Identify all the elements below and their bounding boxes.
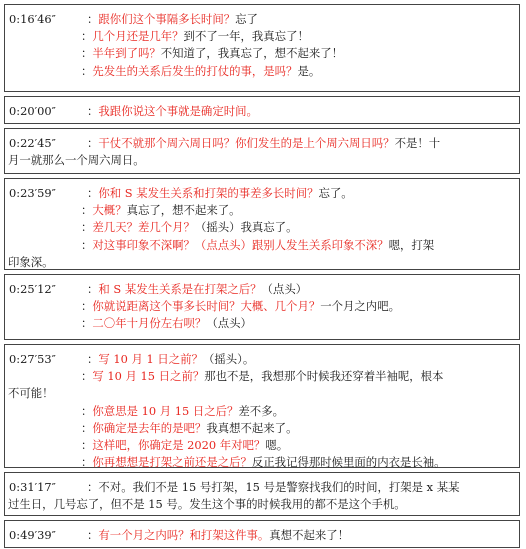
transcript-line <box>87 104 258 118</box>
question-text: 对这事印象不深啊？（点点头）跟别人发生关系印象不深？ <box>92 237 389 252</box>
transcript-entry <box>4 472 520 516</box>
question-text: 写 10 月 15 日之前？ <box>92 369 205 384</box>
speaker-colon: ： <box>81 455 93 470</box>
transcript-entry <box>4 4 520 92</box>
question-text: 我跟你说这个事就是确定时间。 <box>98 104 258 118</box>
speaker-colon: ： <box>81 299 93 314</box>
speaker-colon: ： <box>81 203 93 218</box>
answer-text: 一个月之内吧。 <box>320 299 400 314</box>
answer-text: 我真想不起来了。 <box>206 420 298 435</box>
answer-text: 嗯。 <box>265 438 289 452</box>
speaker-colon: ： <box>87 352 99 366</box>
answer-text: （点头） <box>261 282 308 296</box>
transcript-entry <box>4 344 520 468</box>
question-text: 你和 S 某发生关系和打架的事差多长时间？ <box>98 186 319 200</box>
timestamp: 0:20′00″ <box>9 104 56 118</box>
answer-text: 不对。我们不是 15 号打架，15 号是警察找我们的时间，打架是 x 某某 <box>98 480 460 494</box>
answer-text: 是。 <box>297 63 321 78</box>
question-text: 你再想想是打架之前还是之后？ <box>92 455 252 470</box>
transcript-table <box>4 4 522 549</box>
answer-text: 不可能！ <box>8 386 54 401</box>
speaker-colon: ： <box>87 12 99 26</box>
question-text: 你就说距离这个事多长时间？大概、几个月？ <box>92 299 321 314</box>
transcript-entry <box>4 96 520 124</box>
answer-text: 忘了。 <box>318 186 353 200</box>
timestamp: 0:16′46″ <box>9 12 56 26</box>
speaker-colon: ： <box>81 403 93 418</box>
question-text: 你确定是去年的是吧？ <box>92 420 207 435</box>
speaker-colon: ： <box>81 63 93 78</box>
timestamp: 0:49′39″ <box>9 528 56 542</box>
transcript-line <box>81 220 297 234</box>
transcript-line <box>87 480 459 494</box>
speaker-colon: ： <box>81 438 93 452</box>
question-text: 写 10 月 1 日之前？ <box>98 352 203 366</box>
speaker-colon: ： <box>81 237 93 252</box>
question-text: 你意思是 10 月 15 日之后？ <box>92 403 239 418</box>
answer-text: （摇头）我真忘了。 <box>194 220 298 235</box>
question-text: 先发生的关系后发生的打仗的事，是吗？ <box>92 63 298 78</box>
transcript-line <box>81 46 343 60</box>
answer-text: 到不了一年，我真忘了！ <box>183 29 309 44</box>
speaker-colon: ： <box>81 46 93 61</box>
transcript-entry <box>4 178 520 270</box>
timestamp: 0:22′45″ <box>9 136 56 150</box>
transcript-line <box>81 455 446 469</box>
answer-text: 印象深。 <box>8 254 54 269</box>
speaker-colon: ： <box>81 316 93 331</box>
answer-text: 差不多。 <box>238 403 284 418</box>
transcript-line <box>87 136 440 150</box>
question-text: 干仗不就那个周六周日吗？你们发生的是上个周六周日吗？ <box>98 136 395 150</box>
answer-text: 真想不起来了！ <box>269 528 350 542</box>
transcript-continuation <box>8 497 406 511</box>
speaker-colon: ： <box>87 282 99 296</box>
transcript-continuation <box>8 255 54 269</box>
speaker-colon: ： <box>81 420 93 435</box>
transcript-line <box>81 238 434 252</box>
transcript-line <box>87 528 349 542</box>
transcript-line <box>81 29 309 43</box>
transcript-entry <box>4 520 520 548</box>
question-text: 这样吧，你确定是 2020 年对吧？ <box>92 438 266 452</box>
speaker-colon: ： <box>81 369 93 384</box>
answer-text: （摇头）。 <box>202 352 255 366</box>
answer-text: 真忘了，想不起来了。 <box>126 203 241 218</box>
answer-text: 嗯，打架 <box>388 237 435 252</box>
speaker-colon: ： <box>87 136 99 150</box>
answer-text: 那也不是，我想那个时候我还穿着半袖呢，根本 <box>204 369 444 384</box>
answer-text: （点头） <box>206 316 252 331</box>
speaker-colon: ： <box>81 220 93 235</box>
transcript-line <box>81 316 252 330</box>
question-text: 有一个月之内吗？和打架这件事。 <box>98 528 270 542</box>
speaker-colon: ： <box>87 104 99 118</box>
speaker-colon: ： <box>81 29 93 44</box>
transcript-line <box>81 64 320 78</box>
transcript-line <box>87 12 258 26</box>
transcript-entry <box>4 274 520 340</box>
answer-text: 月一就那么一个周六周日。 <box>8 153 145 168</box>
answer-text: 不知道了，我真忘了，想不起来了！ <box>160 46 344 61</box>
question-text: 跟你们这个事隔多长时间？ <box>98 12 236 26</box>
timestamp: 0:27′53″ <box>9 352 56 366</box>
transcript-line <box>87 352 254 366</box>
question-text: 差几天？差几个月？ <box>92 220 195 235</box>
answer-text: 忘了 <box>235 12 258 26</box>
timestamp: 0:31′17″ <box>9 480 56 494</box>
answer-text: 过生日，几号忘了，但不是 15 号。发生这个事的时候我用的都不是这个手机。 <box>8 497 406 512</box>
speaker-colon: ： <box>87 528 99 542</box>
transcript-line <box>81 421 297 435</box>
speaker-colon: ： <box>87 186 99 200</box>
question-text: 大概？ <box>92 203 127 218</box>
transcript-continuation <box>8 153 145 167</box>
speaker-colon: ： <box>87 480 99 494</box>
transcript-line <box>81 369 443 383</box>
transcript-line <box>87 186 353 200</box>
transcript-line <box>87 282 307 296</box>
transcript-line <box>81 299 400 313</box>
transcript-line <box>81 404 284 418</box>
transcript-line <box>81 203 241 217</box>
question-text: 和 S 某发生关系是在打架之后？ <box>98 282 262 296</box>
transcript-entry <box>4 128 520 174</box>
answer-text: 不是！十 <box>394 136 441 150</box>
question-text: 几个月还是几年？ <box>92 29 184 44</box>
timestamp: 0:25′12″ <box>9 282 56 296</box>
transcript-continuation <box>8 386 54 400</box>
transcript-line <box>81 438 288 452</box>
question-text: 二〇年十月份左右呗？ <box>92 316 207 331</box>
question-text: 半年到了吗？ <box>92 46 161 61</box>
timestamp: 0:23′59″ <box>9 186 56 200</box>
answer-text: 反正我记得那时候里面的内衣是长袖。 <box>251 455 446 470</box>
